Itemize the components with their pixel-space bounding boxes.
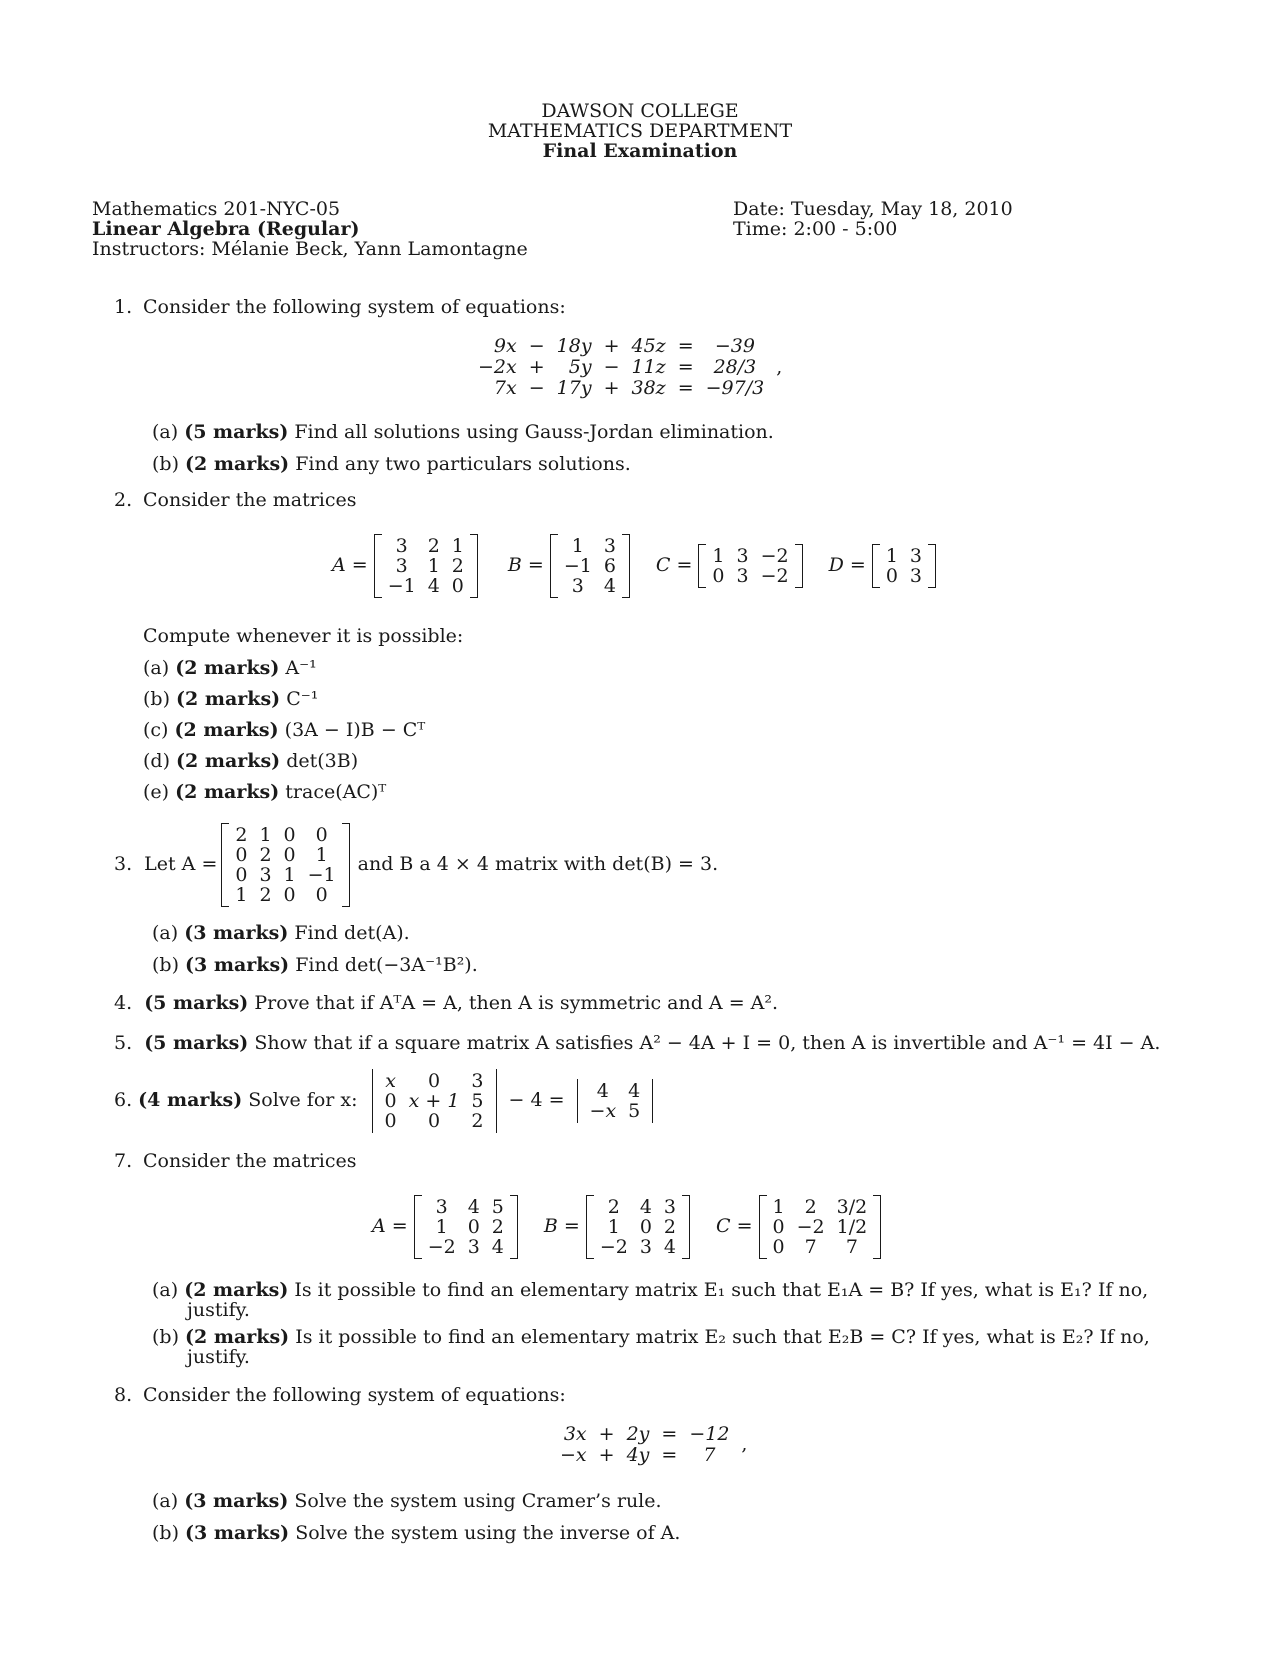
matrix-cell: 1 — [885, 545, 898, 567]
part-item — [152, 924, 478, 956]
matrix-cell: 5 — [471, 1090, 484, 1112]
equation-term: −x — [560, 1444, 587, 1466]
q1-system — [478, 336, 782, 399]
matrix-cell: 4 — [639, 1196, 652, 1218]
matrix-cell: x — [385, 1070, 396, 1092]
q2-matrices — [318, 534, 936, 598]
matrix-cell: 2 — [235, 824, 248, 846]
matrix-cell: 0 — [639, 1216, 652, 1238]
part-marks: (3 marks) — [184, 922, 289, 944]
q4-marks: (5 marks) — [144, 992, 249, 1014]
equation-term: 4y — [626, 1444, 650, 1466]
q6 — [114, 1069, 659, 1133]
q1-part-a — [152, 423, 774, 443]
matrix-cell: 0 — [885, 565, 898, 587]
matrix-cell: 3 — [909, 565, 923, 587]
exam-date: Date: Tuesday, May 18, 2010 — [733, 198, 1013, 220]
matrix-cell: 3 — [736, 545, 749, 567]
equation-term: 7 — [703, 1444, 716, 1466]
matrix-cell: 1 — [235, 884, 248, 906]
q5-text: Show that if a square matrix A satisfies A² − 4A + I = 0, then A is invertible and A⁻¹ = 4I − A. — [254, 1032, 1161, 1054]
part-item — [143, 752, 425, 783]
matrix-cell: 5 — [628, 1100, 641, 1122]
bracket-right — [342, 823, 350, 907]
matrix-cell: 4 — [596, 1080, 609, 1102]
part-marks: (2 marks) — [176, 688, 281, 710]
q8-number: 8. — [114, 1384, 133, 1406]
matrix-cell: 4 — [603, 575, 616, 597]
matrix-cell: 3 — [909, 545, 923, 567]
part-text: Find all solutions using Gauss-Jordan elimination. — [294, 421, 774, 443]
equation-term: 17y — [556, 377, 592, 399]
matrix-cell: 0 — [772, 1216, 785, 1238]
matrix-cell: −x — [589, 1100, 617, 1122]
matrix-cell: 0 — [384, 1090, 397, 1112]
equation-term: = — [677, 335, 694, 357]
q3-after: and B a 4 × 4 matrix with det(B) = 3. — [357, 853, 719, 876]
part-marks: (2 marks) — [185, 1326, 290, 1348]
q6-determinant-2 — [571, 1079, 660, 1123]
part-label: (a) — [152, 922, 179, 944]
matrix-cell: −1 — [307, 864, 336, 886]
equation-term: = — [661, 1444, 678, 1466]
part-marks: (2 marks) — [175, 657, 280, 679]
part-text: Find det(−3A⁻¹B²). — [295, 954, 478, 976]
equation-term: − — [603, 356, 620, 378]
matrix-cell: 1 — [712, 545, 725, 567]
q6-text: Solve for x: — [248, 1089, 358, 1112]
part-text: det(3B) — [286, 750, 359, 772]
q2-parts — [143, 659, 425, 814]
q1-intro: Consider the following system of equations: — [143, 296, 566, 318]
matrix-cell: 0 — [427, 1070, 441, 1092]
matrix-cell: 2 — [259, 844, 272, 866]
q5-number: 5. — [114, 1032, 133, 1054]
matrix-cell: 3 — [395, 535, 408, 557]
matrix-c — [759, 1195, 882, 1259]
q1-equations — [478, 336, 764, 399]
q7-part-a — [152, 1281, 1148, 1301]
matrix-b — [550, 534, 630, 598]
part-label: (b) — [152, 1522, 179, 1544]
matrix-a-label: A = — [332, 554, 368, 577]
department-name: MATHEMATICS DEPARTMENT — [487, 120, 793, 142]
equation-term: −2x — [478, 356, 517, 378]
part-item — [152, 956, 478, 988]
bracket-left — [759, 1195, 767, 1259]
q6-number: 6. — [114, 1089, 133, 1112]
course-code: Mathematics 201-NYC-05 — [92, 198, 341, 220]
bracket-right — [510, 1195, 518, 1259]
equation-term: − — [528, 377, 545, 399]
equation-term: 9x — [493, 335, 517, 357]
q4 — [114, 994, 778, 1014]
equation-term: 3x — [563, 1423, 587, 1445]
equation-term: = — [677, 356, 694, 378]
matrix-cell: 3 — [571, 575, 584, 597]
part-marks: (2 marks) — [184, 1279, 289, 1301]
matrix-cell: 0 — [235, 864, 248, 886]
q3-statement — [114, 823, 718, 907]
matrix-cell: 1 — [315, 844, 328, 866]
equation-term: −12 — [689, 1423, 730, 1445]
q8-comma: , — [741, 1433, 748, 1456]
q7-number: 7. — [114, 1150, 133, 1172]
part-text: (3A − I)B − Cᵀ — [284, 719, 426, 741]
equation-term: − — [528, 335, 545, 357]
matrix-c — [698, 544, 802, 588]
equation-term: = — [661, 1423, 678, 1445]
bracket-right — [873, 1195, 881, 1259]
equation-term: 28/3 — [713, 356, 757, 378]
part-label: (a) — [152, 1279, 179, 1301]
part-item — [143, 659, 425, 690]
matrix-cell: −2 — [427, 1236, 456, 1258]
bracket-left — [698, 544, 706, 588]
q1-comma: , — [776, 355, 783, 378]
matrix-cell: 0 — [283, 884, 296, 906]
q2-compute: Compute whenever it is possible: — [143, 625, 464, 647]
matrix-cell: 1 — [259, 824, 272, 846]
equation-term: + — [598, 1444, 615, 1466]
bracket-right — [496, 1069, 497, 1133]
equation-term: 45z — [631, 335, 666, 357]
part-label: (e) — [143, 781, 170, 803]
equation-term: −39 — [714, 335, 755, 357]
matrix-b-label: B = — [507, 554, 544, 577]
q7-part-b — [152, 1328, 1150, 1348]
matrix-cell: 5 — [491, 1196, 504, 1218]
q2-intro: Consider the matrices — [143, 489, 357, 511]
part-text: trace(AC)ᵀ — [285, 781, 387, 803]
bracket-left — [374, 534, 382, 598]
part-text: Solve the system using the inverse of A. — [295, 1522, 681, 1544]
college-name: DAWSON COLLEGE — [541, 100, 739, 122]
part-text: Find det(A). — [294, 922, 410, 944]
matrix-cell: 1 — [772, 1196, 785, 1218]
bracket-right — [622, 534, 630, 598]
matrix-cell: 0 — [283, 844, 296, 866]
part-marks: (3 marks) — [184, 1490, 289, 1512]
part-item — [143, 783, 425, 814]
matrix-cell: 4 — [467, 1196, 480, 1218]
matrix-cell: 0 — [467, 1216, 480, 1238]
q5-marks: (5 marks) — [144, 1032, 249, 1054]
bracket-left — [586, 1195, 594, 1259]
part-label: (c) — [143, 719, 169, 741]
part-label: (b) — [143, 688, 170, 710]
matrix-cell: 1/2 — [836, 1216, 868, 1238]
matrix-cell: 0 — [315, 824, 328, 846]
q7-part-a-cont: justify. — [187, 1299, 250, 1321]
part-label: (a) — [152, 1490, 179, 1512]
matrix-cell: 2 — [804, 1196, 817, 1218]
matrix-cell: 3 — [663, 1196, 677, 1218]
matrix-d — [872, 544, 936, 588]
equation-term: + — [603, 335, 620, 357]
matrix-cell: −2 — [796, 1216, 825, 1238]
part-marks: (3 marks) — [185, 954, 290, 976]
q6-middle: − 4 = — [508, 1089, 565, 1112]
matrix-cell: 0 — [235, 844, 248, 866]
matrix-cell: −2 — [760, 565, 789, 587]
matrix-cell: 2 — [663, 1216, 677, 1238]
q6-marks: (4 marks) — [138, 1089, 243, 1112]
q8-part-b — [152, 1524, 680, 1544]
bracket-left — [550, 534, 558, 598]
matrix-cell: 0 — [427, 1110, 441, 1132]
matrix-cell: 3 — [639, 1236, 652, 1258]
matrix-cell: 0 — [712, 565, 725, 587]
matrix-cell: 4 — [628, 1080, 641, 1102]
part-text: Is it possible to find an elementary matrix E₁ such that E₁A = B? If yes, what is E₁? If no, — [294, 1279, 1149, 1301]
q8-intro: Consider the following system of equations: — [143, 1384, 566, 1406]
bracket-left — [221, 823, 229, 907]
part-label: (b) — [152, 1326, 179, 1348]
q1-number: 1. — [114, 296, 133, 318]
matrix-cell: −2 — [760, 545, 789, 567]
matrix-cell: 3/2 — [836, 1196, 868, 1218]
q3-parts — [152, 924, 478, 988]
part-label: (b) — [152, 453, 179, 475]
matrix-cell: 4 — [427, 575, 440, 597]
q4-number: 4. — [114, 992, 133, 1014]
part-marks: (2 marks) — [175, 781, 280, 803]
equation-term: −97/3 — [705, 377, 765, 399]
equation-term: 11z — [631, 356, 666, 378]
matrix-cell: 3 — [259, 864, 272, 886]
matrix-cell: 4 — [663, 1236, 677, 1258]
q1-part-b — [152, 455, 631, 475]
matrix-cell: 6 — [603, 555, 616, 577]
matrix-c-label: C = — [716, 1215, 753, 1238]
matrix-a — [414, 1195, 518, 1259]
equation-term: + — [528, 356, 545, 378]
part-label: (d) — [143, 750, 170, 772]
matrix-cell: 0 — [772, 1236, 785, 1258]
bracket-right — [795, 544, 803, 588]
matrix-cell: 1 — [607, 1216, 620, 1238]
matrix-cell: 1 — [451, 535, 464, 557]
matrix-d-label: D = — [828, 554, 866, 577]
part-marks: (2 marks) — [185, 453, 290, 475]
matrix-cell: 2 — [471, 1110, 484, 1132]
q7-part-b-cont: justify. — [187, 1346, 250, 1368]
bracket-left — [414, 1195, 422, 1259]
bracket-right — [928, 544, 936, 588]
course-name: Linear Algebra (Regular) — [92, 218, 360, 240]
q7-intro: Consider the matrices — [143, 1150, 357, 1172]
matrix-cell: −1 — [387, 575, 416, 597]
part-item — [143, 690, 425, 721]
matrix-cell: 1 — [283, 864, 296, 886]
q6-determinant-1 — [366, 1069, 503, 1133]
matrix-cell: 0 — [283, 824, 296, 846]
matrix-a-label: A = — [372, 1215, 408, 1238]
part-label: (a) — [152, 421, 179, 443]
matrix-cell: 7 — [804, 1236, 817, 1258]
q8-system — [560, 1424, 747, 1466]
matrix-cell: 7 — [845, 1236, 858, 1258]
matrix-cell: 2 — [259, 884, 272, 906]
q8-equations — [560, 1424, 729, 1466]
bracket-left — [372, 1069, 373, 1133]
matrix-cell: 1 — [571, 535, 584, 557]
matrix-cell: x + 1 — [408, 1090, 460, 1112]
matrix-cell: 2 — [607, 1196, 620, 1218]
part-text: Solve the system using Cramer’s rule. — [294, 1490, 662, 1512]
part-marks: (5 marks) — [184, 421, 289, 443]
part-marks: (2 marks) — [174, 719, 279, 741]
matrix-cell: 1 — [427, 555, 440, 577]
equation-term: + — [603, 377, 620, 399]
equation-term: + — [598, 1423, 615, 1445]
q3-number: 3. — [114, 853, 133, 876]
part-text: Find any two particulars solutions. — [295, 453, 631, 475]
matrix-cell: 0 — [451, 575, 464, 597]
matrix-cell: 2 — [491, 1216, 504, 1238]
bracket-right — [652, 1079, 653, 1123]
bracket-right — [682, 1195, 690, 1259]
matrix-cell: 3 — [603, 535, 616, 557]
q5 — [114, 1034, 1160, 1054]
part-text: C⁻¹ — [286, 688, 319, 710]
bracket-right — [470, 534, 478, 598]
bracket-left — [577, 1079, 578, 1123]
part-label: (b) — [152, 954, 179, 976]
q3-let: Let A = — [144, 853, 218, 876]
equation-term: 18y — [556, 335, 592, 357]
part-text: Is it possible to find an elementary matrix E₂ such that E₂B = C? If yes, what is E₂? If no, — [295, 1326, 1150, 1348]
exam-time: Time: 2:00 - 5:00 — [733, 218, 898, 240]
matrix-cell: 0 — [315, 884, 328, 906]
q4-text: Prove that if AᵀA = A, then A is symmetric and A = A². — [254, 992, 779, 1014]
matrix-c-label: C = — [655, 554, 693, 577]
matrix-cell: 3 — [435, 1196, 448, 1218]
matrix-cell: 3 — [471, 1070, 484, 1092]
equation-term: = — [677, 377, 694, 399]
matrix-cell: 4 — [491, 1236, 504, 1258]
equation-term: 2y — [626, 1423, 650, 1445]
matrix-cell: 0 — [384, 1110, 397, 1132]
matrix-cell: 3 — [467, 1236, 480, 1258]
bracket-left — [872, 544, 880, 588]
q3-matrix — [221, 823, 349, 907]
matrix-cell: −2 — [599, 1236, 628, 1258]
part-marks: (2 marks) — [176, 750, 281, 772]
matrix-cell: 2 — [427, 535, 440, 557]
q2-number: 2. — [114, 489, 133, 511]
equation-term: 38z — [631, 377, 666, 399]
matrix-cell: 1 — [435, 1216, 448, 1238]
exam-title: Final Examination — [542, 140, 738, 162]
matrix-cell: 2 — [451, 555, 464, 577]
matrix-a — [374, 534, 478, 598]
matrix-b-label: B = — [543, 1215, 580, 1238]
part-label: (a) — [143, 657, 170, 679]
equation-term: 7x — [493, 377, 517, 399]
instructors: Instructors: Mélanie Beck, Yann Lamontagne — [92, 238, 528, 260]
matrix-cell: 3 — [395, 555, 408, 577]
matrix-cell: −1 — [563, 555, 592, 577]
matrix-b — [586, 1195, 690, 1259]
part-text: A⁻¹ — [285, 657, 317, 679]
q8-part-a — [152, 1492, 662, 1512]
part-marks: (3 marks) — [185, 1522, 290, 1544]
equation-term: 5y — [568, 356, 592, 378]
q7-matrices — [358, 1195, 881, 1259]
matrix-cell: 3 — [736, 565, 749, 587]
part-item — [143, 721, 425, 752]
